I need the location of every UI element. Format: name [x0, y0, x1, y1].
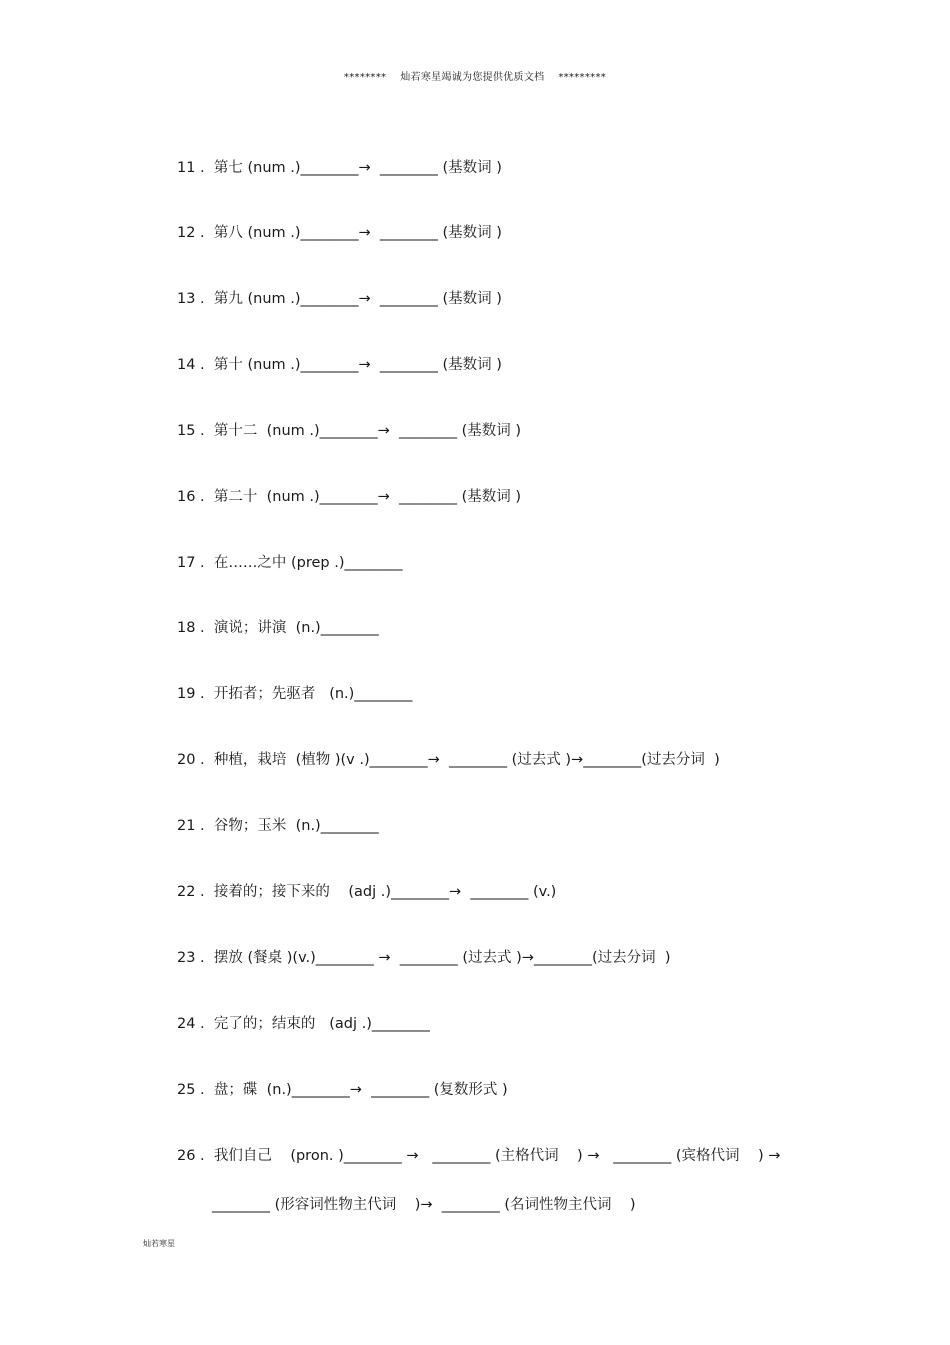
exercise-item: 24 . 完了的；结束的 (adj .)________ — [177, 1016, 430, 1032]
exercise-item: 13 . 第九 (num .)________→ ________ (基数词 ) — [177, 291, 502, 307]
exercise-item: 11 . 第七 (num .)________→ ________ (基数词 ) — [177, 160, 502, 176]
exercise-item: 14 . 第十 (num .)________→ ________ (基数词 ) — [177, 357, 502, 373]
exercise-item: 22 . 接着的；接下来的 (adj .)________→ ________ (v.) — [177, 884, 557, 900]
exercise-item: 20 . 种植，栽培 (植物 )(v .)________→ ________ (过去式 )→________(过去分词 ) — [177, 752, 720, 768]
exercise-item: 26 . 我们自己 (pron. )________ → ________ (主格代词 ) → ________ (宾格代词 ) → — [177, 1148, 781, 1164]
exercise-item: 15 . 第十二 (num .)________→ ________ (基数词 ) — [177, 423, 522, 439]
exercise-item: 23 . 摆放 (餐桌 )(v.)________ → ________ (过去式 )→________(过去分词 ) — [177, 950, 671, 966]
exercise-item-continuation: ________ (形容词性物主代词 )→ ________ (名词性物主代词 ) — [212, 1197, 636, 1213]
exercise-item: 16 . 第二十 (num .)________→ ________ (基数词 ) — [177, 489, 522, 505]
exercise-item: 12 . 第八 (num .)________→ ________ (基数词 ) — [177, 225, 502, 241]
exercise-item: 21 . 谷物；玉米 (n.)________ — [177, 818, 379, 834]
exercise-item: 25 . 盘；碟 (n.)________→ ________ (复数形式 ) — [177, 1082, 508, 1098]
exercise-item: 17 . 在……之中 (prep .)________ — [177, 555, 403, 571]
exercise-item: 19 . 开拓者；先驱者 (n.)________ — [177, 686, 413, 702]
page-header: ******** 灿若寒星竭诚为您提供优质文档 ********* — [343, 72, 607, 83]
exercise-item: 18 . 演说；讲演 (n.)________ — [177, 620, 379, 636]
page-footer: 灿若寒星 — [143, 1239, 175, 1248]
